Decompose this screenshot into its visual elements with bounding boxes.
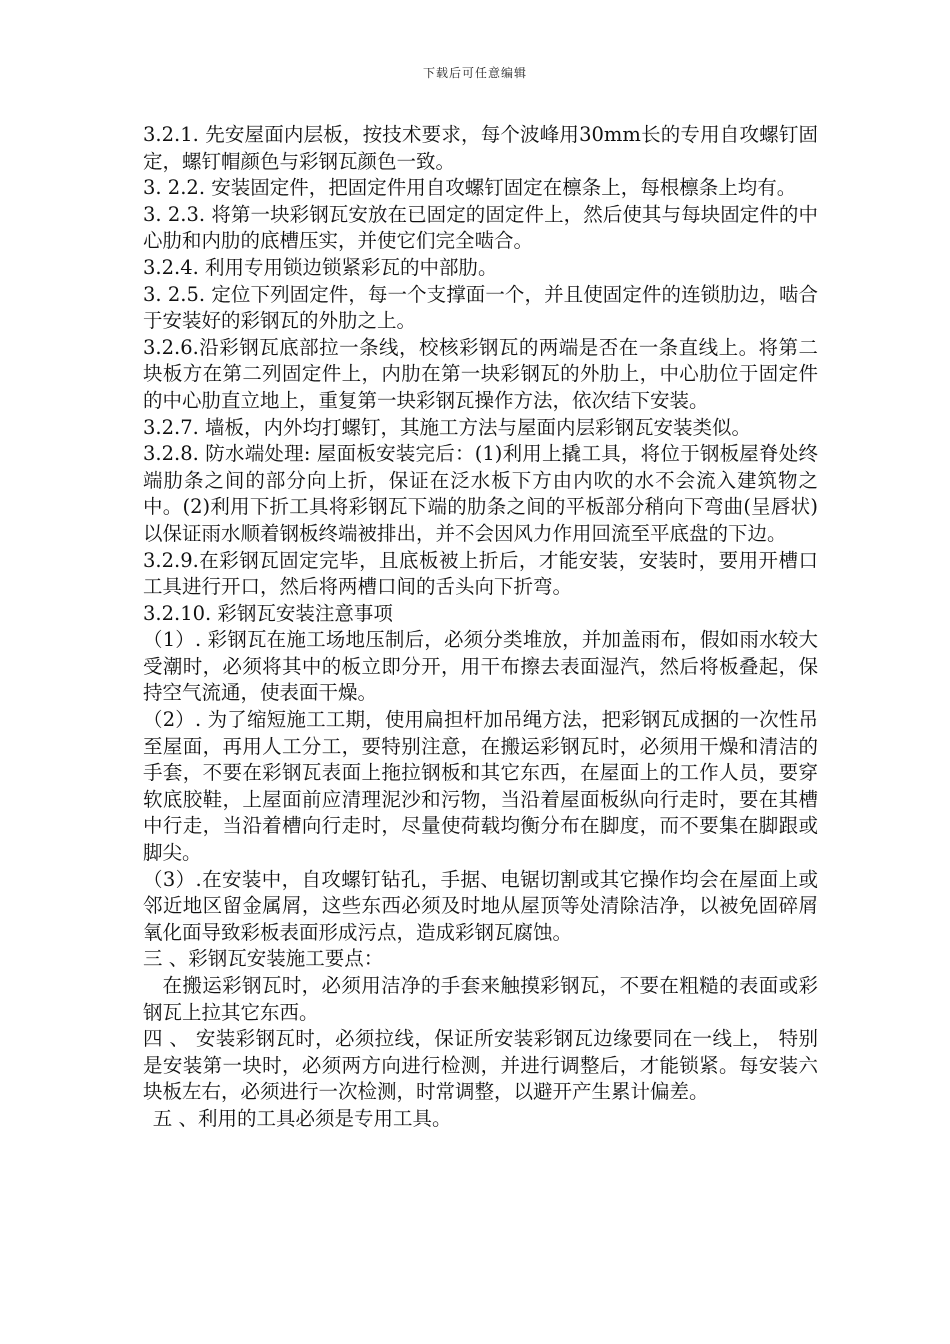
paragraph-3-2-3: 3. 2.3. 将第一块彩钢瓦安放在已固定的固定件上，然后使其与每块固定件的中心肋和内肋的底槽压实，并使它们完全啮合。 bbox=[143, 202, 818, 253]
paragraph-3-2-8: 3.2.8. 防水端处理: 屋面板安装完后：(1)利用上撬工具，将位于钢板屋脊处终端肋条之间的部分向上折，保证在泛水板下方由内吹的水不会流入建筑物之中。(2)利用下折工具将彩钢瓦下端的肋条之间的平板部分稍向下弯曲(呈唇状)以保证雨水顺着钢板终端被排出，并不会因风力作用回流至平底盘的下边。 bbox=[143, 442, 818, 545]
paragraph-3-2-1: 3.2.1. 先安屋面内层板，按技术要求，每个波峰用30mm长的专用自攻螺钉固定，螺钉帽颜色与彩钢瓦颜色一致。 bbox=[143, 123, 818, 173]
paragraph-3-2-9: 3.2.9.在彩钢瓦固定完毕，且底板被上折后，才能安装，安装时，要用开槽口工具进行开口，然后将两槽口间的舌头向下折弯。 bbox=[143, 548, 818, 599]
note-item-3: （3）.在安装中，自攻螺钉钻孔，手据、电锯切割或其它操作均会在屋面上或邻近地区留金属屑，这些东西必须及时地从屋顶等处清除洁净，以被免固碎屑氧化面导致彩板表面形成污点，造成彩钢瓦腐蚀。 bbox=[143, 867, 818, 944]
paragraph-3-2-5: 3. 2.5. 定位下列固定件，每一个支撑面一个，并且使固定件的连锁肋边，啮合于安装好的彩钢瓦的外肋之上。 bbox=[143, 282, 818, 333]
paragraph-3-2-2: 3. 2.2. 安装固定件，把固定件用自攻螺钉固定在檩条上，每根檩条上均有。 bbox=[143, 176, 797, 200]
section-5-paragraph: 五 、利用的工具必须是专用工具。 bbox=[152, 1106, 452, 1130]
document-body bbox=[143, 122, 818, 1133]
paragraph-3-2-4: 3.2.4. 利用专用锁边锁紧彩瓦的中部肋。 bbox=[143, 255, 498, 279]
page-header: 下载后可任意编辑 bbox=[422, 66, 527, 80]
note-item-2: （2）. 为了缩短施工工期，使用扁担杆加吊绳方法，把彩钢瓦成捆的一次性吊至屋面，再用人工分工，要特别注意，在搬运彩钢瓦时，必须用干燥和清洁的手套，不要在彩钢瓦表面上拖拉钢板和其它东西，在屋面上的工作人员，要穿软底胶鞋，上屋面前应清理泥沙和污物，当沿着屋面板纵向行走时，要在其槽中行走，当沿着槽向行走时，尽量使荷载均衡分布在脚度，而不要集在脚跟或脚尖。 bbox=[143, 708, 818, 865]
section-3-heading: 三 、彩钢瓦安装施工要点： bbox=[143, 947, 384, 971]
paragraph-3-2-10-heading: 3.2.10. 彩钢瓦安装注意事项 bbox=[143, 601, 393, 625]
paragraph-3-2-7: 3.2.7. 墙板，内外均打螺钉，其施工方法与屋面内层彩钢瓦安装类似。 bbox=[143, 415, 752, 439]
note-item-1: （1）. 彩钢瓦在施工场地压制后，必须分类堆放，并加盖雨布，假如雨水较大受潮时，必须将其中的板立即分开，用干布擦去表面湿汽，然后将板叠起，保持空气流通，使表面干燥。 bbox=[143, 628, 818, 705]
section-4-paragraph: 四 、 安装彩钢瓦时，必须拉线，保证所安装彩钢瓦边缘要同在一线上， 特别是安装第一块时，必须两方向进行检测，并进行调整后，才能锁紧。每安装六块板左右，必须进行一次检测，时常调整，以避开产生累计偏差。 bbox=[143, 1027, 818, 1104]
paragraph-3-2-6: 3.2.6.沿彩钢瓦底部拉一条线，校核彩钢瓦的两端是否在一条直线上。将第二块板方在第二列固定件上，内肋在第一块彩钢瓦的外肋上，中心肋位于固定件的中心肋直立地上，重复第一块彩钢瓦操作方法，依次结下安装。 bbox=[143, 335, 818, 412]
section-3-body: 在搬运彩钢瓦时，必须用洁净的手套来触摸彩钢瓦，不要在粗糙的表面或彩钢瓦上拉其它东西。 bbox=[143, 974, 818, 1024]
